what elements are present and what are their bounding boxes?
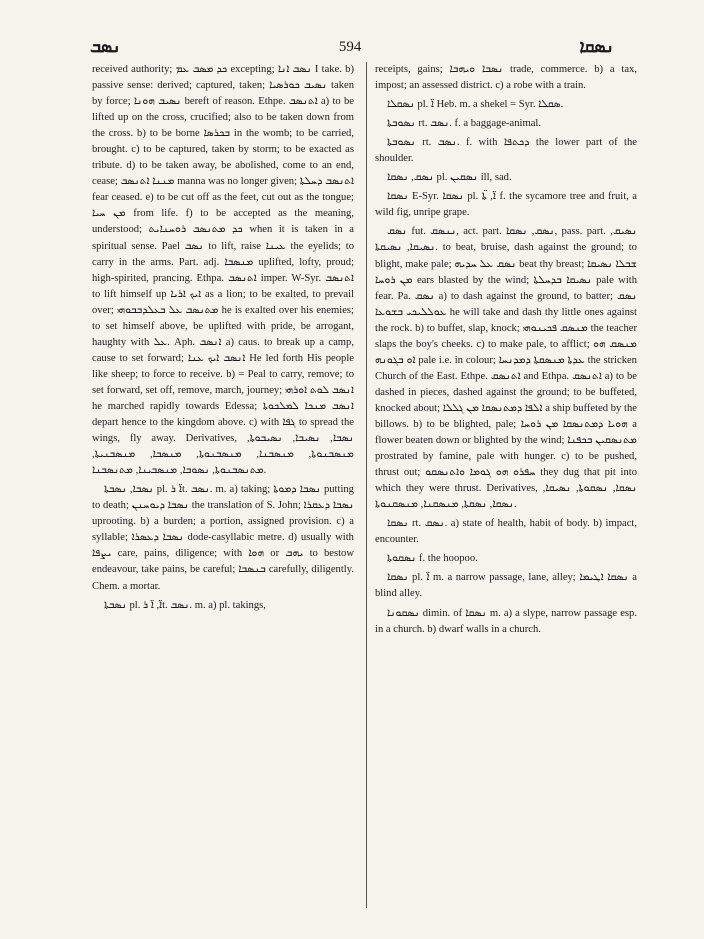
column-divider bbox=[366, 62, 367, 908]
dictionary-entry: received authority; ܟܕ ܡܣܒ ܥܡ excepting; ܢܣܒ ܐܢܐ I take. b) passive sense: derived; captured, taken; ܢܣܝܒ ܟܘܪܣܝܐ taken by force; ܢܣܝܒ ܗܘܢܐ bereft of reason. Ethpe. ܐܬܢܣܒ a) to be lifted up on the cross, crucified; also to be taken down from the cross. b) to be borne ܒܟܪܣܐ in the womb; to be carried, brought. c) to be captured, taken by storm; to be exacted as tribute. d) to be taken away, be abolished, come to an end, cease; ܡܢܢܐ ܐܬܢܣܒ manna was no longer given; ܐܬܢܣܒ ܕܚܠܬܐ fear ceased. e) to be cut off as the feet, cut out as the tongue; ܡܢ ܚܝܐ from life. f) to be accepted as the meaning, understood; ܟܕ ܡܬܢܣܒ ܪܘܚܢܐܝܬ when it is taken in a spiritual sense. Pael ܢܣܒ to lift, raise ܥܝܢܐ the eyelids; to carry in the arms. Part. adj. ܡܢܣܒܐ uplifted, lofty, proud; high-spirited, prancing. Ethpa. ܐܬܢܣܒ imper. W-Syr. ܐܬܢܣܒ to lift himself up ܐܝܟ ܐܪܝܐ as a lion; to be exalted, to prevail over; ܡܬܢܣܒ ܥܠ ܒܥܠܕܒܒܘܗܝ he is exalted over his enemies; to set himself above, be uplifted with pride, be arrogant, haughty with ܥܠ. Aph. ܐܢܣܒ a) caus. to break up a camp, cause to set forward; ܐܢܣܒ ܐܝܟ ܥܢܐ He led forth His people like sheep; to force to receive. b) = Peal to carry, remove; to set forward, set off, remove, march, journey; ܐܢܣܒ ܠܘܬ ܐܘܪܗܝ he marched rapidly towards Edessa; ܐܢܣܒ ܡܢܟܐ ܠܡܠܟܘܬܐ depart hence to the kingdom above. c) with ܓܦܐ to spread the wings, fly away. Derivatives, ܢܣܒܐ, ܢܣܝܒܐ, ܢܣܝܒܘܬܐ, ܡܢܣܒܢܘܬܐ, ܡܢܣܒܢܐ, ܡܢܣܒܢܘܬܐ, ܡܢܣܒܐ, ܡܢܣܒܢܝܬܐ, ܡܬܢܣܒܢܘܬܐ, ܢܣܘܒܐ, ܡܢܣܒܝܢܐ, ܡܬܢܣܒܢܐ. bbox=[92, 64, 355, 477]
left-headword: ܢܣܒ bbox=[90, 37, 121, 56]
dictionary-entry: ܢܣܩ fut. ܢܢܣܩ, act. part. ܢܣܩ, ܢܣܩܐ, pass. part. ܢܣܝܩ, ܢܣܝܩܐ, ܢܣܝܩܬܐ. to beat, bruise, dash against the ground; to blight, make pale; ܢܣܩ ܥܠ ܚܕܝܗ beat thy breast; ܫܒܠܐ ܢܣܝܩܐ ܡܢ ܪܘܚܐ ears blasted by the wind; ܢܣܝܩܐ ܒܕܚܠܬܐ pale with fear. Pa. ܢܣܩ a) to dash against the ground, to batter; ܢܣܩ ܥܘܠܠܝܟܝ ܒܫܘܥܐ he will take and dash thy little ones against the rock. b) to buffet, slap, knock; ܡܢܣܩ ܦܟܝܢܘܗܝ the teacher slaps the boy's cheeks. c) to make pale, to afflict; ܡܢܣܩ ܗܘ ܐܘ ܒܓܘܢܗ pale i.e. in colour; ܥܕܬܐ ܡܢܣܩܬܐ ܕܡܕܢܚܐ the stricken Church of the East. Ethpe. ܐܬܢܣܩ and Ethpa. ܐܬܢܣܩ a) to be dashed in pieces, dashed against the ground; to be buffeted, knocked about; ܐܠܦܐ ܕܡܬܢܣܩܐ ܡܢ ܓܠܠܐ a ship buffeted by the billows. b) to be blighted, pale; ܗܘܝܐ ܕܡܬܢܣܩܐ ܡܢ ܪܘܚܐ a flower beaten down or blighted by the wind; ܡܬܢܣܩܝܢ ܒܟܦܢܐ prostrated by famine, pale with hunger. c) to be pushed, thrust out; ܚܦܪܘ ܗܘ ܓܘܡܐ ܘܐܬܢܣܩܘ they dug that pit into which they were thrust. Derivatives, ܢܣܩܐ, ܢܣܩܘܬܐ, ܢܣܝܩܐ, ܢܣܩܐ, ܢܣܩܬܐ, ܡܢܣܩܢܐ, ܡܢܣܩܢܘܬܐ. bbox=[375, 226, 638, 511]
dictionary-entry: ܢܣܘܒܬܐ rt. ܢܣܒ. f. with ܕܟܬܦܐ the lower part of the shoulder. bbox=[375, 137, 637, 165]
right-column bbox=[375, 62, 637, 641]
page-number: 594 bbox=[338, 38, 362, 55]
dictionary-entry: ܢܣܩ, ܢܣܩܐ pl. ܢܣܩܝܢ ill, sad. bbox=[387, 172, 512, 184]
dictionary-entry: ܢܣܒܬܐ pl. ܐ̈, ܐ̈ ܪt. ܢܣܒ. m. a) pl. takings, bbox=[104, 599, 266, 611]
page-header bbox=[90, 36, 614, 58]
left-column bbox=[92, 62, 354, 617]
dictionary-entry: ܢܣܩܘܢܐ dimin. of ܢܣܩܐ m. a) a slype, narrow passage esp. in a church. b) dwarf walls in a church. bbox=[375, 607, 637, 635]
dictionary-entry: ܢܣܩܐ E-Syr. ܢܣܩܐ pl. ܐ̈, ܬܐ̈ f. the sycamore tree and fruit, a wild fig, unripe grape. bbox=[375, 191, 637, 219]
dictionary-entry: ܢܣܩܠܐ pl. ܐ̈ Heb. m. a shekel = Syr. ܣܩܠܐ. bbox=[387, 99, 564, 111]
right-headword: ܢܣܩܐ bbox=[579, 37, 614, 56]
dictionary-entry: ܢܣܩܘܬܐ f. the hoopoo. bbox=[387, 553, 478, 565]
dictionary-entry: ܢܣܘܒܬܐ rt. ܢܣܒ. f. a baggage-animal. bbox=[387, 118, 542, 130]
dictionary-entry: ܢܣܩܐ pl. ܐ̈ m. a narrow passage, lane, alley; ܢܣܩܐ ܐܛܝܡܐ a blind alley. bbox=[375, 572, 637, 600]
dictionary-entry: ܢܣܒܐ, ܢܣܒܬܐ pl. ܐ̈ ܪt. ܢܣܒ. m. a) taking; ܢܣܒܐ ܕܡܘܬܐ putting to death; ܢܣܒܐ ܕܝܘܚܢܢ the translation of S. John; ܢܣܒܐ ܕܥܩܪܐ uprooting. b) a burden; a portion, assigned provision. c) a syllable; ܢܣܒܐ ܕܥܣܪܐ dode-casyllabic metre. d) usually with ܝܨܦܐ care, pains, diligence; with ܗܘܐ or ܝܗܒ to bestow endeavour, take pains, be careful; ܒܢܣܒܐ carefully, diligently. Chem. a mortar. bbox=[92, 484, 355, 592]
dictionary-entry: receipts, gains; ܢܣܒܐ ܘܝܗܒܐ trade, commerce. b) a tax, impost; an assessed district. c) a robe with a train. bbox=[375, 64, 637, 92]
dictionary-entry: ܢܣܩܐ rt. ܢܣܩ. a) state of health, habit of body. b) impact, encounter. bbox=[375, 518, 637, 546]
